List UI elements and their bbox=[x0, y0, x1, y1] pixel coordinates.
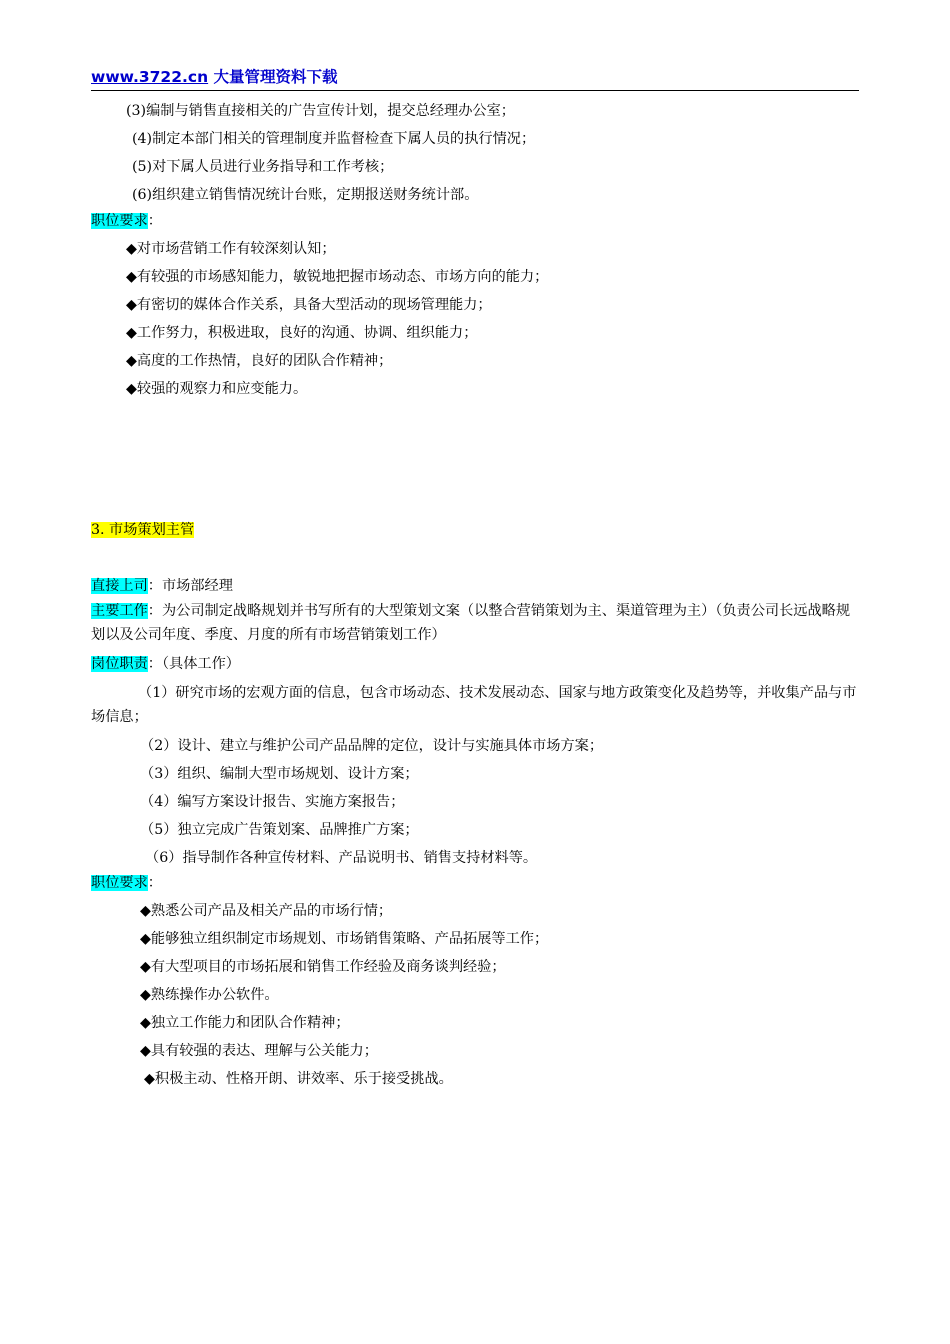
main-work-paragraph bbox=[91, 599, 861, 647]
duty-item: （6）指导制作各种宣传材料、产品说明书、销售支持材料等。 bbox=[145, 850, 538, 866]
requirement-item: ◆熟练操作办公软件。 bbox=[140, 987, 279, 1003]
superior-value: ：市场部经理 bbox=[147, 578, 233, 594]
requirement-item: ◆有较强的市场感知能力，敏锐地把握市场动态、市场方向的能力； bbox=[126, 269, 549, 285]
main-work-value: ：为公司制定战略规划并书写所有的大型策划文案（以整合营销策划为主、渠道管理为主）（负责公司长远战略规划以及公司年度、季度、月度的所有市场营销策划工作） bbox=[91, 603, 851, 643]
requirement-item: ◆独立工作能力和团队合作精神； bbox=[140, 1015, 350, 1031]
duty-item: （4）编写方案设计报告、实施方案报告； bbox=[140, 794, 405, 810]
header-title: 大量管理资料下载 bbox=[213, 68, 338, 86]
duties-row bbox=[91, 654, 240, 674]
duty-item: (5)对下属人员进行业务指导和工作考核； bbox=[132, 159, 394, 175]
duty-item: (4)制定本部门相关的管理制度并监督检查下属人员的执行情况； bbox=[132, 131, 536, 147]
requirement-item: ◆工作努力，积极进取，良好的沟通、协调、组织能力； bbox=[126, 325, 478, 341]
requirement-item: ◆较强的观察力和应变能力。 bbox=[126, 381, 308, 397]
requirements-colon: ： bbox=[147, 875, 162, 891]
duty-item: （5）独立完成广告策划案、品牌推广方案； bbox=[140, 822, 419, 838]
requirement-item: ◆对市场营销工作有较深刻认知； bbox=[126, 241, 336, 257]
superior-label: 直接上司 bbox=[91, 578, 148, 594]
requirements-colon: ： bbox=[147, 213, 162, 229]
superior-row bbox=[91, 576, 233, 596]
duties-label: 岗位职责 bbox=[91, 656, 148, 672]
requirements-heading bbox=[91, 873, 162, 893]
requirement-item: ◆能够独立组织制定市场规划、市场销售策略、产品拓展等工作； bbox=[140, 931, 549, 947]
requirement-item: ◆熟悉公司产品及相关产品的市场行情； bbox=[140, 903, 393, 919]
duties-value: ：（具体工作） bbox=[147, 656, 240, 672]
duty-item: （1）研究市场的宏观方面的信息，包含市场动态、技术发展动态、国家与地方政策变化及趋势等，并收集产品与市场信息； bbox=[91, 685, 857, 725]
requirements-label: 职位要求 bbox=[91, 875, 148, 891]
requirements-label: 职位要求 bbox=[91, 213, 148, 229]
requirements-heading bbox=[91, 211, 162, 231]
duty-item: (6)组织建立销售情况统计台账，定期报送财务统计部。 bbox=[132, 187, 479, 203]
requirement-item: ◆有密切的媒体合作关系，具备大型活动的现场管理能力； bbox=[126, 297, 492, 313]
page-header bbox=[91, 66, 859, 91]
requirement-item: ◆有大型项目的市场拓展和销售工作经验及商务谈判经验； bbox=[140, 959, 506, 975]
duty-item: （2）设计、建立与维护公司产品品牌的定位，设计与实施具体市场方案； bbox=[140, 738, 604, 754]
duty-item: (3)编制与销售直接相关的广告宣传计划，提交总经理办公室； bbox=[126, 103, 515, 119]
requirement-item: ◆具有较强的表达、理解与公关能力； bbox=[140, 1043, 378, 1059]
duty-item: （3）组织、编制大型市场规划、设计方案； bbox=[140, 766, 419, 782]
section-heading: 3. 市场策划主管 bbox=[91, 522, 195, 538]
requirement-item: ◆高度的工作热情，良好的团队合作精神； bbox=[126, 353, 393, 369]
header-link[interactable]: www.3722.cn bbox=[91, 68, 209, 86]
requirement-item: ◆积极主动、性格开朗、讲效率、乐于接受挑战。 bbox=[144, 1071, 453, 1087]
main-work-label: 主要工作 bbox=[91, 603, 148, 619]
